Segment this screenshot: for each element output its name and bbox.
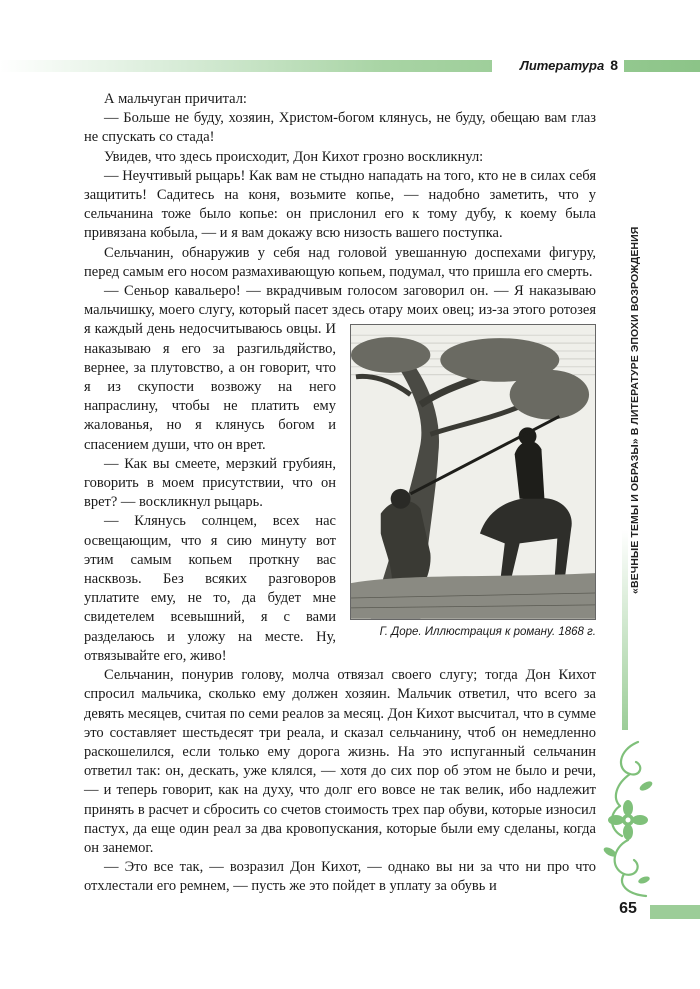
section-title: Литература (519, 58, 605, 73)
paragraph: Сельчанин, понурив голову, молча отвязал своего слугу; тогда Дон Кихот спросил мальчика, сколько ему должен хозяин. Мальчик ответил, что всего за девять месяцев, считая по семи реалов за месяц. Дон Кихот высчитал, что в сумме это составляет шестьдесят три реала, и сказал сельчанину, чтоб он немедленно раскошелился, если только ему дорога жизнь. На это испуганный сельчанин ответил так: он, дескать, уже клялся, — хотя до сих пор об этом не было и речи, — и теперь говорит, как на духу, что долг его вовсе не так велик, ибо надлежит принять в расчет и сбросить со счетов стоимость трех пар обуви, которые износил пастух, да еще один реал за два кровопускания, которые были ему сделаны, когда он занемог. (84, 667, 596, 856)
engraving-illustration (350, 324, 596, 620)
paragraph-lead: — Сеньор кавальеро! — вкрадчивым голосом заговорил он. — Я наказываю мальчишку, моего слугу, который пасет здесь отару моих овец; (84, 283, 596, 319)
figure-caption: Г. Доре. Иллюстрация к роману. 1868 г. (379, 626, 596, 639)
paragraph: А мальчуган причитал: (104, 91, 247, 107)
page-number: 65 (619, 900, 637, 917)
illustration-figure (350, 324, 596, 640)
paragraph: Сельчанин, обнаружив у себя над головой увешанную доспехами фигуру, перед самым его носом размахивающую копьем, подумал, что пришла его смерть. (84, 244, 596, 280)
side-green-bar (622, 530, 628, 730)
paragraph: — Больше не буду, хозяин, Христом-богом клянусь, не буду, обещаю вам глаз не спускать со стада! (84, 110, 596, 146)
paragraph: Увидев, что здесь происходит, Дон Кихот грозно воскликнул: (104, 148, 484, 165)
side-section-label: «ВЕЧНЫЕ ТЕМЫ И ОБРАЗЫ» В ЛИТЕРАТУРЕ ЭПОХИ ВОЗРОЖДЕНИЯ (629, 226, 641, 594)
body-text (84, 90, 596, 897)
paragraph: — Клянусь солнцем, всех нас освещающим, что я сию минуту вот этим самым копьем проткну вас насквозь. Без всяких разговоров уплатите ему, не то, да будет мне свидетелем всевышний, я с вами разделаюсь и уложу на месте. Ну, отвязывайте его, живо! (84, 513, 336, 664)
floral-ornament-icon (598, 740, 658, 898)
grade-number: 8 (610, 57, 618, 73)
footer-green-bar (650, 905, 700, 919)
running-header (492, 54, 624, 76)
paragraph: — Это все так, — возразил Дон Кихот, — однако вы ни за что ни про что отхлестали его ремнем, — пусть же это пойдет в уплату за обувь и (84, 859, 596, 895)
paragraph: — Неучтивый рыцарь! Как вам не стыдно нападать на того, кто не в силах себя защитить! Садитесь на коня, возьмите копье, — надобно заметить, что у сельчанина тоже было копье: он прислонил его к тому дубу, к коему была привязана кобыла, — и я вам докажу всю низость вашего поступка. (84, 167, 596, 242)
paragraph: — Как вы смеете, мерзкий грубиян, говорить в моем присутствии, что он врет? — воскликнул рыцарь. (84, 455, 336, 511)
paragraph-rest: из-за этого ротозея я каждый день недосчитываюсь овцы. И наказываю я его за разгильдяйство, вернее, за плутовство, а он говорит, что я из скупости возвожу на него напраслину, чтобы не платить ему жалованья, но я клянусь богом и спасением души, что он врет. (84, 302, 596, 453)
